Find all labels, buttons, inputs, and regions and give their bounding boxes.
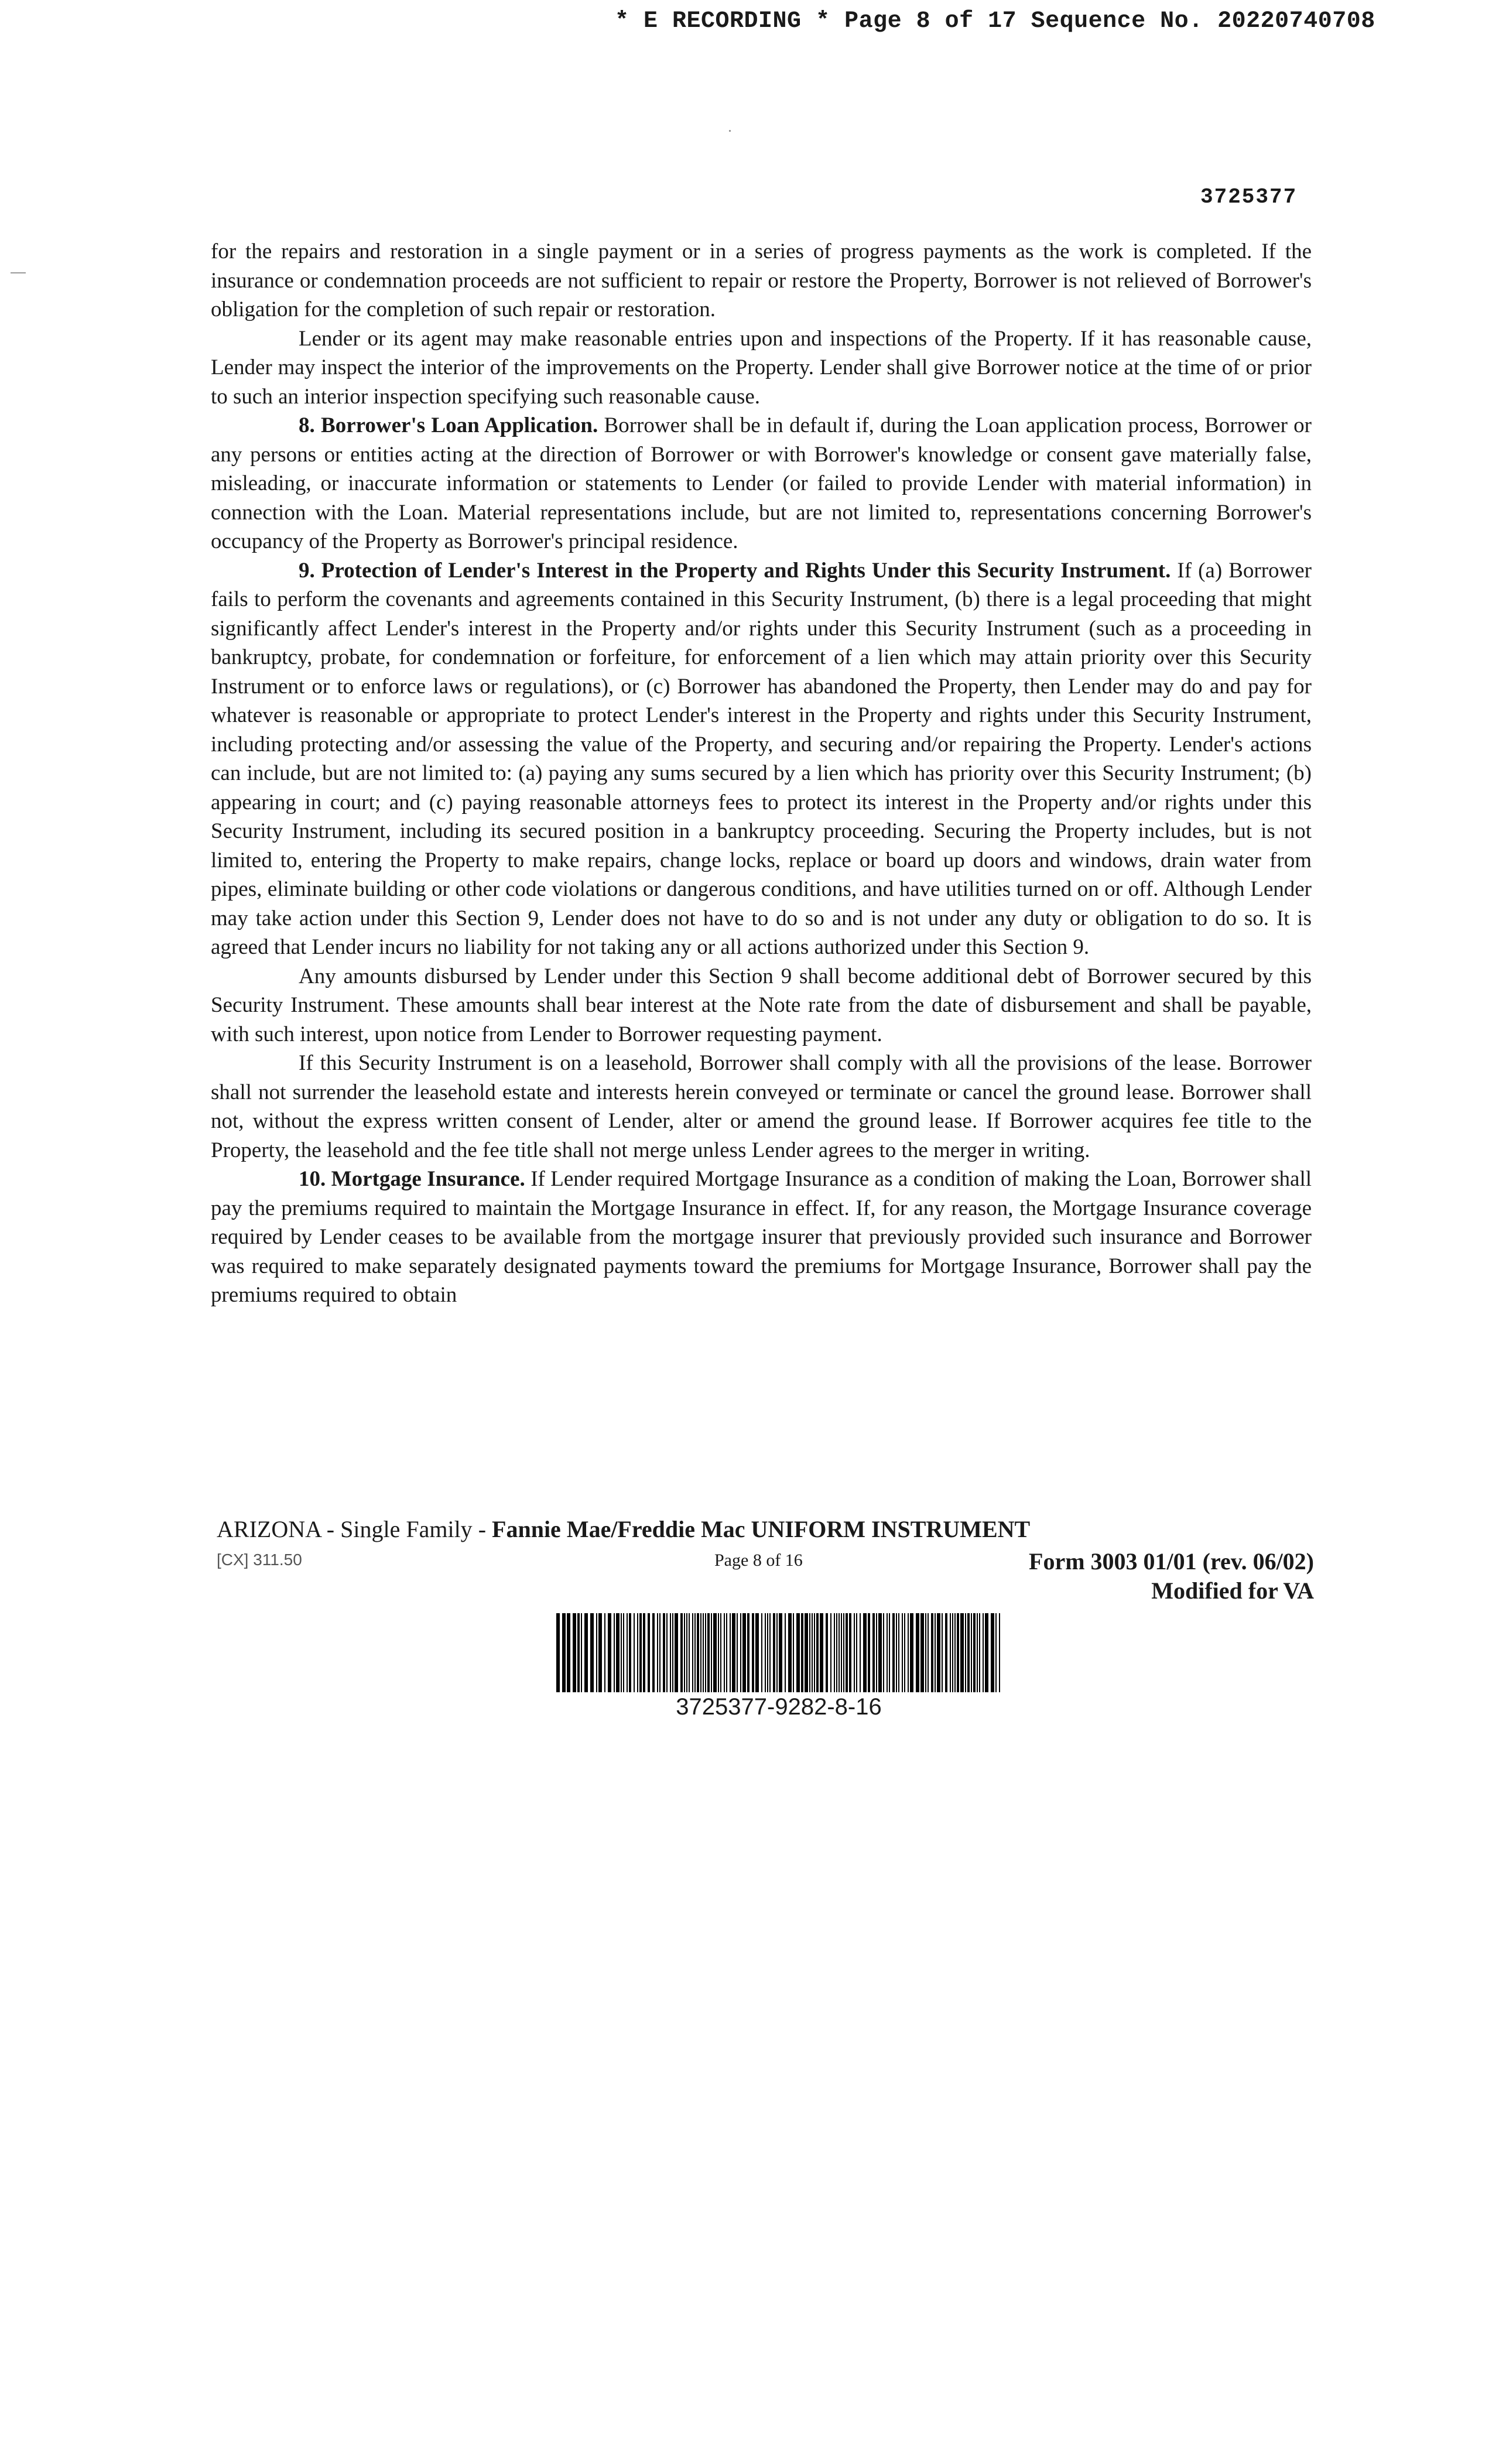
barcode-bar (604, 1613, 605, 1692)
barcode-bar (666, 1613, 668, 1692)
barcode-bar (971, 1613, 972, 1692)
barcode-bar (590, 1613, 594, 1692)
barcode-bar (942, 1613, 943, 1692)
barcode-bar (820, 1613, 823, 1692)
barcode (556, 1613, 1001, 1692)
barcode-bar (672, 1613, 673, 1692)
barcode-bar (711, 1613, 712, 1692)
barcode-number: 3725377-9282-8-16 (676, 1694, 882, 1720)
barcode-bar (689, 1613, 690, 1692)
barcode-bar (979, 1613, 980, 1692)
barcode-bar (898, 1613, 899, 1692)
barcode-bar (843, 1613, 844, 1692)
barcode-bar (856, 1613, 857, 1692)
barcode-bar (652, 1613, 655, 1692)
barcode-bar (952, 1613, 953, 1692)
section-9 (211, 556, 1312, 962)
barcode-bar (697, 1613, 699, 1692)
footer-instrument-line (217, 1515, 1030, 1543)
margin-mark-left (11, 272, 26, 273)
barcode-bar (896, 1613, 897, 1692)
barcode-bar (889, 1613, 890, 1692)
barcode-bar (562, 1613, 566, 1692)
footer-separator: - (320, 1516, 341, 1542)
barcode-bar (995, 1613, 997, 1692)
section-8 (211, 411, 1312, 556)
barcode-bar (937, 1613, 940, 1692)
barcode-bar (761, 1613, 762, 1692)
paragraph: for the repairs and restoration in a single payment or in a series of progress payments as the work is completed. If the insurance or condemnation proceeds are not sufficient to repair or restore the Property, Borrower is not relieved of Borrower's obligation for the completion of such repair or restoration. (211, 239, 1312, 321)
footer-instrument: Fannie Mae/Freddie Mac UNIFORM INSTRUMENT (492, 1516, 1031, 1542)
barcode-bar (812, 1613, 813, 1692)
barcode-bar (726, 1613, 727, 1692)
barcode-bar (629, 1613, 631, 1692)
barcode-bar (983, 1613, 984, 1692)
barcode-bar (623, 1613, 624, 1692)
barcode-bar (935, 1613, 936, 1692)
footer-separator: - (472, 1516, 492, 1542)
barcode-bar (643, 1613, 645, 1692)
barcode-bar (598, 1613, 602, 1692)
footer-state: ARIZONA (217, 1516, 321, 1542)
barcode-bar (680, 1613, 683, 1692)
barcode-bar (809, 1613, 810, 1692)
footer-form-number: Form 3003 01/01 (rev. 06/02) (1029, 1548, 1314, 1575)
barcode-bar (960, 1613, 964, 1692)
barcode-bar (663, 1613, 665, 1692)
barcode-bar (920, 1613, 924, 1692)
barcode-bar (788, 1613, 792, 1692)
barcode-bar (872, 1613, 875, 1692)
barcode-bar (836, 1613, 837, 1692)
barcode-bar (965, 1613, 966, 1692)
barcode-bar (556, 1613, 560, 1692)
barcode-bar (675, 1613, 678, 1692)
barcode-bar (916, 1613, 919, 1692)
barcode-bar (945, 1613, 947, 1692)
barcode-bar (967, 1613, 970, 1692)
barcode-bar (985, 1613, 988, 1692)
footer-modified: Modified for VA (1151, 1577, 1314, 1604)
barcode-bar (720, 1613, 721, 1692)
document-number: 3725377 (1200, 185, 1298, 209)
barcode-bar (614, 1613, 615, 1692)
barcode-bar (659, 1613, 660, 1692)
barcode-bar (910, 1613, 913, 1692)
barcode-bar (826, 1613, 828, 1692)
barcode-bar (737, 1613, 738, 1692)
barcode-bar (732, 1613, 735, 1692)
barcode-bar (705, 1613, 706, 1692)
barcode-bar (573, 1613, 576, 1692)
barcode-bar (755, 1613, 759, 1692)
barcode-bar (648, 1613, 650, 1692)
barcode-bar (567, 1613, 570, 1692)
barcode-bar (670, 1613, 671, 1692)
barcode-bar (908, 1613, 909, 1692)
barcode-bar (925, 1613, 926, 1692)
barcode-bar (634, 1613, 635, 1692)
paragraph: Any amounts disbursed by Lender under this Section 9 shall become additional debt of Borrower secured by this Security Instrument. These amounts shall bear interest at the Note rate from the date of disbursement and shall be payable, with such interest, upon notice from Lender to Borrower requesting payment. (211, 964, 1312, 1046)
margin-mark-top (729, 130, 731, 132)
barcode-bar (839, 1613, 840, 1692)
barcode-bar (608, 1613, 611, 1692)
barcode-bar (776, 1613, 778, 1692)
barcode-bar (991, 1613, 994, 1692)
barcode-bar (639, 1613, 642, 1692)
barcode-bar (977, 1613, 978, 1692)
barcode-bar (742, 1613, 746, 1692)
barcode-bar (868, 1613, 870, 1692)
barcode-bar (801, 1613, 803, 1692)
footer-page-number: Page 8 of 16 (714, 1551, 803, 1570)
barcode-bar (684, 1613, 685, 1692)
footer-form-code: [CX] 311.50 (217, 1551, 302, 1569)
barcode-bar (581, 1613, 582, 1692)
section-text: Borrower shall be in default if, during the Loan application process, Borrower or any persons or entities acting at the direction of Borrower or with Borrower's knowledge or consent gave materially false, misleading, or inaccurate information or statements to Lender (or failed to provide Lender with material information) in connection with the Loan. Material representations include, but are not limited to, representations concerning Borrower's occupancy of the Property as Borrower's principal residence. (211, 413, 1312, 553)
barcode-bar (767, 1613, 768, 1692)
barcode-bar (814, 1613, 815, 1692)
barcode-bar (707, 1613, 710, 1692)
barcode-bar (700, 1613, 701, 1692)
barcode-bar (902, 1613, 903, 1692)
barcode-bar (957, 1613, 959, 1692)
barcode-bar (805, 1613, 808, 1692)
paragraph: If this Security Instrument is on a leasehold, Borrower shall comply with all the provisions of the lease. Borrower shall not surrender the leasehold estate and interests herein conveyed or terminate or cancel the ground lease. Borrower shall not, without the express written consent of Lender, alter or amend the ground lease. If Borrower acquires fee title to the Property, the leasehold and the fee title shall not merge unless Lender agrees to the merger in writing. (211, 1051, 1312, 1162)
section-heading: 10. Mortgage Insurance. (299, 1167, 525, 1191)
barcode-bar (621, 1613, 622, 1692)
barcode-bar (892, 1613, 895, 1692)
barcode-bar (928, 1613, 929, 1692)
barcode-bar (773, 1613, 775, 1692)
barcode-bar (686, 1613, 687, 1692)
barcode-bar (887, 1613, 888, 1692)
section-heading: 8. Borrower's Loan Application. (299, 413, 598, 437)
paragraph: Lender or its agent may make reasonable entries upon and inspections of the Property. If it has reasonable cause, Lender may inspect the interior of the improvements on the Property. Lender shall give Borrower notice at the time of or prior to such an interior inspection specifying such reasonable cause. (211, 326, 1312, 409)
barcode-bar (584, 1613, 588, 1692)
barcode-bar (692, 1613, 693, 1692)
barcode-bar (779, 1613, 782, 1692)
barcode-bar (596, 1613, 597, 1692)
barcode-bar (765, 1613, 766, 1692)
barcode-bar (816, 1613, 819, 1692)
section-text: If Lender required Mortgage Insurance as a condition of making the Loan, Borrower shall pay the premiums required to maintain the Mortgage Insurance in effect. If, for any reason, the Mortgage Insurance coverage required by Lender ceases to be available from the mortgage insurer that previously provided such insurance and Borrower was required to make separately designated payments toward the premiums for Mortgage Insurance, Borrower shall pay the premiums required to obtain (211, 1167, 1312, 1307)
barcode-bar (694, 1613, 696, 1692)
barcode-bar (616, 1613, 620, 1692)
barcode-bar (627, 1613, 628, 1692)
barcode-bar (841, 1613, 842, 1692)
barcode-bar (793, 1613, 794, 1692)
barcode-bar (740, 1613, 741, 1692)
barcode-bar (931, 1613, 933, 1692)
barcode-bar (830, 1613, 831, 1692)
barcode-bar (860, 1613, 861, 1692)
document-body (211, 237, 1312, 1310)
barcode-bar (904, 1613, 905, 1692)
barcode-bar (713, 1613, 717, 1692)
barcode-bar (785, 1613, 786, 1692)
barcode-bar (577, 1613, 580, 1692)
barcode-bar (846, 1613, 848, 1692)
barcode-bar (834, 1613, 835, 1692)
footer-form-info (1029, 1547, 1314, 1606)
footer-family: Single Family (340, 1516, 473, 1542)
barcode-bar (854, 1613, 855, 1692)
barcode-bar (724, 1613, 725, 1692)
barcode-bar (657, 1613, 658, 1692)
barcode-bar (883, 1613, 884, 1692)
barcode-bar (752, 1613, 754, 1692)
barcode-bar (999, 1613, 1000, 1692)
barcode-bar (769, 1613, 771, 1692)
barcode-bar (637, 1613, 638, 1692)
section-heading: 9. Protection of Lender's Interest in the Property and Rights Under this Security Instrument. (299, 558, 1171, 583)
barcode-bar (973, 1613, 976, 1692)
barcode-bar (718, 1613, 719, 1692)
barcode-bar (863, 1613, 867, 1692)
section-text: If (a) Borrower fails to perform the covenants and agreements contained in this Security Instrument, (b) there is a legal proceeding that might significantly affect Lender's interest in the Property and/or rights under this Security Instrument (such as a proceeding in bankruptcy, probate, for condemnation or forfeiture, for enforcement of a lien which may attain priority over this Security Instrument or to enforce laws or regulations), or (c) Borrower has abandoned the Property, then Lender may do and pay for whatever is reasonable or appropriate to protect Lender's interest in the Property and rights under this Security Instrument, including protecting and/or assessing the value of the Property, and securing and/or repairing the Property. Lender's actions can include, but are not limited to: (a) paying any sums secured by a lien which has priority over this Security Instrument; (b) appearing in court; and (c) paying reasonable attorneys fees to protect its interest in the Property and/or rights under this Security Instrument, including its secured position in a bankruptcy proceeding. Securing the Property includes, but is not limited to, entering the Property to make repairs, change locks, replace or board up doors and windows, drain water from pipes, eliminate building or other code violations or dangerous conditions, and have utilities turned on or off. Although Lender may take action under this Section 9, Lender does not have to do so and is not under any duty or obligation to do so. It is agreed that Lender incurs no liability for not taking any or all actions authorized under this Section 9. (211, 558, 1312, 959)
barcode-bar (730, 1613, 731, 1692)
barcode-bar (950, 1613, 951, 1692)
barcode-bar (747, 1613, 750, 1692)
recording-stamp: * E RECORDING * Page 8 of 17 Sequence No. 20220740708 (615, 8, 1375, 35)
section-10 (211, 1165, 1312, 1310)
barcode-bar (878, 1613, 882, 1692)
barcode-bar (796, 1613, 800, 1692)
barcode-bar (876, 1613, 877, 1692)
barcode-bar (954, 1613, 956, 1692)
barcode-bar (849, 1613, 851, 1692)
barcode-bar (703, 1613, 704, 1692)
